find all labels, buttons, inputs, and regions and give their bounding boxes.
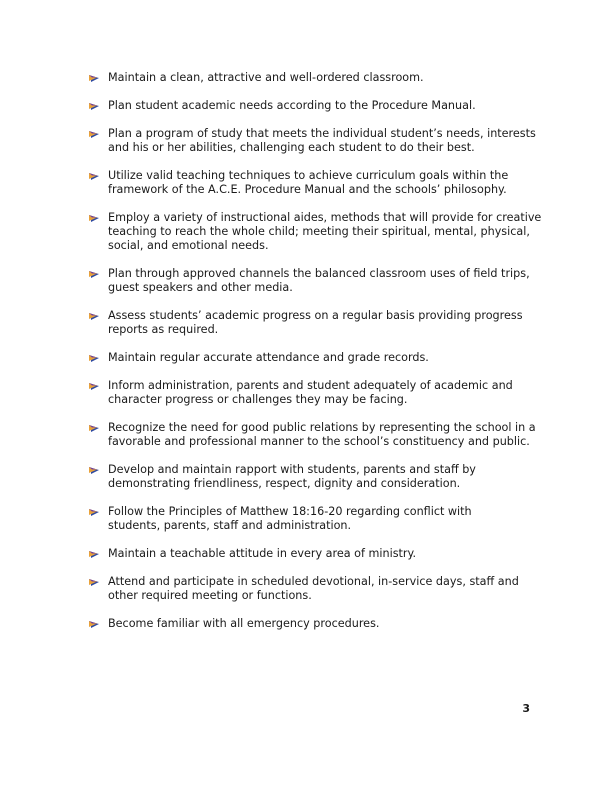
arrow-bullet-icon: [88, 269, 100, 279]
arrow-bullet-icon: [88, 73, 100, 83]
list-item: [88, 127, 548, 155]
list-item-text: Maintain a teachable attitude in every area of ministry.: [108, 547, 417, 560]
list-item-text: Plan student academic needs according to the Procedure Manual.: [108, 99, 476, 112]
arrow-bullet-icon: [88, 423, 100, 433]
arrow-bullet-icon: [88, 353, 100, 363]
list-item: [88, 267, 548, 295]
list-item: [88, 547, 548, 561]
list-item-text: Utilize valid teaching techniques to achieve curriculum goals within the framework of the A.C.E. Procedure Manual and the schools’ philosophy.: [108, 169, 509, 196]
arrow-bullet-icon: [88, 129, 100, 139]
list-item-text: Maintain regular accurate attendance and grade records.: [108, 351, 429, 364]
list-item-text: Assess students’ academic progress on a regular basis providing progress reports as required.: [108, 309, 523, 336]
list-item: [88, 379, 548, 407]
arrow-bullet-icon: [88, 507, 100, 517]
arrow-bullet-icon: [88, 171, 100, 181]
list-item-text: Inform administration, parents and student adequately of academic and character progress or challenges they may be facing.: [108, 379, 513, 406]
arrow-bullet-icon: [88, 465, 100, 475]
list-item: [88, 617, 548, 631]
list-item-text: Plan a program of study that meets the individual student’s needs, interests and his or her abilities, challenging each student to do their best.: [108, 127, 536, 154]
list-item: [88, 351, 548, 365]
arrow-bullet-icon: [88, 311, 100, 321]
list-item: [88, 421, 548, 449]
duties-list: [88, 71, 548, 645]
list-item-text: Maintain a clean, attractive and well-ordered classroom.: [108, 71, 424, 84]
arrow-bullet-icon: [88, 549, 100, 559]
list-item-text: Develop and maintain rapport with students, parents and staff by demonstrating friendliness, respect, dignity and consideration.: [108, 463, 476, 490]
list-item: [88, 71, 548, 85]
arrow-bullet-icon: [88, 577, 100, 587]
arrow-bullet-icon: [88, 619, 100, 629]
list-item: [88, 463, 548, 491]
list-item: [88, 575, 548, 603]
list-item-text: Plan through approved channels the balanced classroom uses of field trips, guest speakers and other media.: [108, 267, 530, 294]
list-item: [88, 169, 548, 197]
list-item: [88, 211, 548, 253]
arrow-bullet-icon: [88, 381, 100, 391]
list-item-text: Employ a variety of instructional aides, methods that will provide for creative teaching to reach the whole child; meeting their spiritual, mental, physical, social, and emotional needs.: [108, 211, 542, 252]
arrow-bullet-icon: [88, 213, 100, 223]
list-item-text: Recognize the need for good public relations by representing the school in a favorable and professional manner to the school’s constituency and public.: [108, 421, 536, 448]
list-item-text: Become familiar with all emergency procedures.: [108, 617, 380, 630]
arrow-bullet-icon: [88, 101, 100, 111]
list-item: [88, 99, 548, 113]
page-number: 3: [522, 702, 530, 715]
list-item: [88, 505, 548, 533]
list-item-text: Attend and participate in scheduled devotional, in-service days, staff and other required meeting or functions.: [108, 575, 519, 602]
list-item-text: Follow the Principles of Matthew 18:16-20 regarding conflict with students, parents, staff and administration.: [108, 505, 472, 532]
list-item: [88, 309, 548, 337]
